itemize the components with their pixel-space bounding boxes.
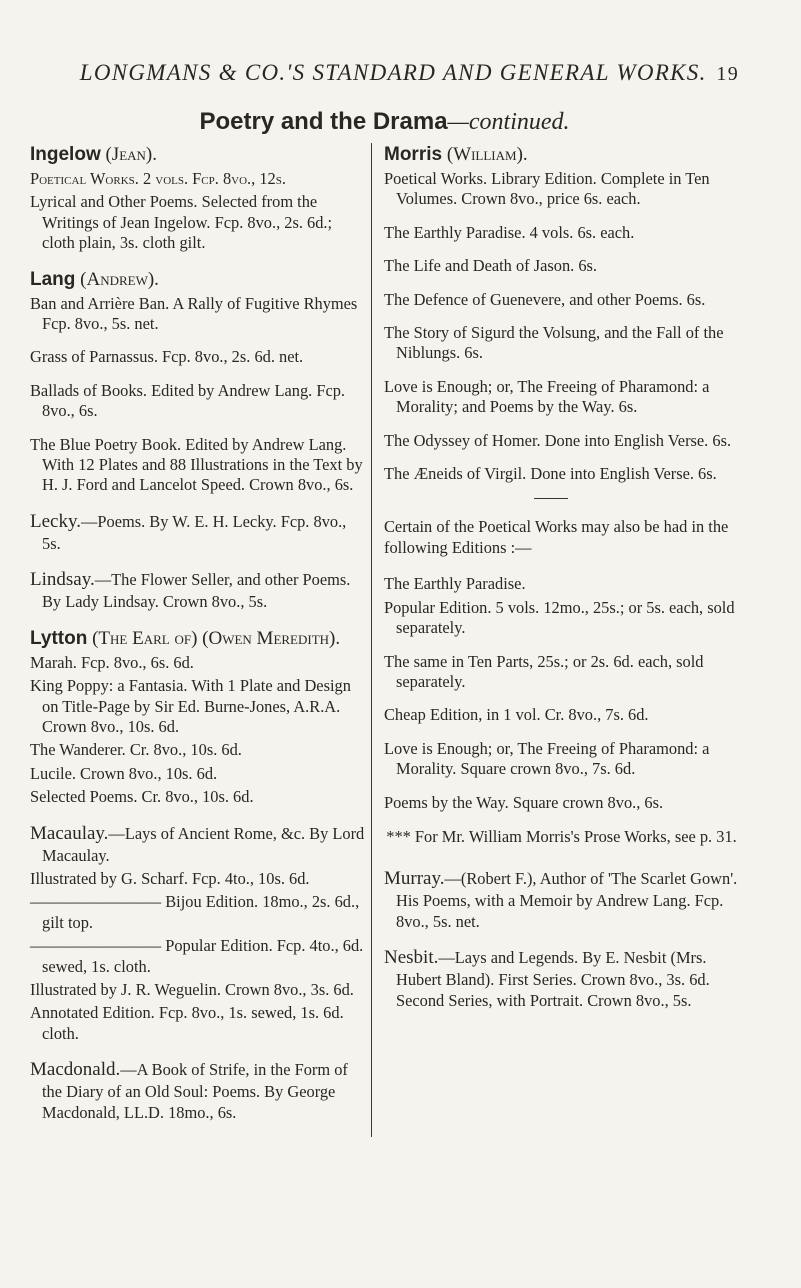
two-column-body xyxy=(30,143,739,1137)
author-entry-lytton xyxy=(30,627,365,808)
editions-note: Certain of the Poetical Works may also be had in the following Editions :— xyxy=(384,517,729,557)
work-item: The Æneids of Virgil. Done into English Verse. 6s. xyxy=(384,464,717,484)
work-item: The Life and Death of Jason. 6s. xyxy=(384,256,598,276)
work-item: Grass of Parnassus. Fcp. 8vo., 2s. 6d. net. xyxy=(30,347,304,367)
section-heading xyxy=(30,108,739,136)
work-item: ———————— Bijou Edition. 18mo., 2s. 6d., gilt top. xyxy=(30,892,360,932)
edition-item: Cheap Edition, in 1 vol. Cr. 8vo., 7s. 6d. xyxy=(384,705,649,725)
work-item: Lecky.—Poems. By W. E. H. Lecky. Fcp. 8vo., 5s. xyxy=(30,510,347,553)
author-heading: Lytton (The Earl of) (Owen Meredith). xyxy=(30,627,341,649)
work-item: The Defence of Guenevere, and other Poems. 6s. xyxy=(384,289,706,309)
running-head-title: LONGMANS & CO.'S STANDARD AND GENERAL WORKS. xyxy=(79,60,707,85)
author-entry-lindsay xyxy=(30,568,365,612)
work-item: Lucile. Crown 8vo., 10s. 6d. xyxy=(30,763,218,783)
author-entry-macaulay xyxy=(30,822,365,1045)
work-item: Ballads of Books. Edited by Andrew Lang. Fcp. 8vo., 6s. xyxy=(30,380,346,421)
work-item: The Earthly Paradise. 4 vols. 6s. each. xyxy=(384,222,635,242)
running-head xyxy=(30,60,739,86)
work-item: Illustrated by G. Scharf. Fcp. 4to., 10s. 6d. xyxy=(30,868,310,888)
author-entry-murray xyxy=(384,867,739,932)
work-item: Selected Poems. Cr. 8vo., 10s. 6d. xyxy=(30,787,254,807)
edition-item: The same in Ten Parts, 25s.; or 2s. 6d. each, sold separately. xyxy=(384,651,704,691)
work-item: Annotated Edition. Fcp. 8vo., 1s. sewed, 1s. 6d. cloth. xyxy=(30,1003,344,1043)
work-item: Nesbit.—Lays and Legends. By E. Nesbit (Mrs. Hubert Bland). First Series. Crown 8vo., 3s. 6d. Second Series, with Portrait. Crown 8vo., 5s. xyxy=(384,947,710,1010)
section-continued: —continued. xyxy=(447,109,570,135)
separator-rule xyxy=(534,498,568,499)
work-item: The Odyssey of Homer. Done into English Verse. 6s. xyxy=(384,430,732,450)
work-item: The Story of Sigurd the Volsung, and the Fall of the Niblungs. 6s. xyxy=(384,323,724,363)
page-number: 19 xyxy=(716,63,739,85)
work-item: Lyrical and Other Poems. Selected from the Writings of Jean Ingelow. Fcp. 8vo., 2s. 6d.; cloth plain, 3s. cloth gilt. xyxy=(30,192,333,253)
author-entry-lecky xyxy=(30,510,365,554)
work-item: Illustrated by J. R. Weguelin. Crown 8vo., 3s. 6d. xyxy=(30,979,354,999)
section-title: Poetry and the Drama xyxy=(199,108,448,135)
work-item: The Blue Poetry Book. Edited by Andrew Lang. With 12 Plates and 88 Illustrations in the Text by H. J. Ford and Lancelot Speed. Crown 8vo., 6s. xyxy=(30,434,363,495)
author-heading: Lang (Andrew). xyxy=(30,268,159,290)
author-entry-ingelow xyxy=(30,143,365,254)
edition-item: The Earthly Paradise. xyxy=(384,574,526,594)
author-heading: Morris (William). xyxy=(384,144,528,165)
work-item: Ban and Arrière Ban. A Rally of Fugitive Rhymes Fcp. 8vo., 5s. net. xyxy=(30,293,358,334)
author-entry-macdonald xyxy=(30,1058,365,1123)
work-item: Lindsay.—The Flower Seller, and other Poems. By Lady Lindsay. Crown 8vo., 5s. xyxy=(30,569,351,612)
work-item: Poetical Works. 2 vols. Fcp. 8vo., 12s. xyxy=(30,169,286,188)
edition-item: Poems by the Way. Square crown 8vo., 6s. xyxy=(384,792,664,812)
work-item: Macaulay.—Lays of Ancient Rome, &c. By Lord Macaulay. xyxy=(30,822,365,865)
work-item: Poetical Works. Library Edition. Complete in Ten Volumes. Crown 8vo., price 6s. each. xyxy=(384,169,710,209)
right-column xyxy=(372,143,739,1137)
work-item: Macdonald.—A Book of Strife, in the Form of the Diary of an Old Soul: Poems. By George Macdonald, LL.D. 18mo., 6s. xyxy=(30,1059,348,1122)
author-entry-lang xyxy=(30,268,365,496)
author-entry-morris xyxy=(384,143,739,484)
work-item: ———————— Popular Edition. Fcp. 4to., 6d. sewed, 1s. cloth. xyxy=(30,936,364,976)
work-item: Murray.—(Robert F.), Author of 'The Scarlet Gown'. His Poems, with a Memoir by Andrew Lang. Fcp. 8vo., 5s. net. xyxy=(384,868,738,931)
edition-item: Love is Enough; or, The Freeing of Pharamond: a Morality. Square crown 8vo., 7s. 6d. xyxy=(384,738,710,779)
work-item: Love is Enough; or, The Freeing of Pharamond: a Morality; and Poems by the Way. 6s. xyxy=(384,376,710,417)
author-heading: Ingelow (Jean). xyxy=(30,144,157,165)
work-item: King Poppy: a Fantasia. With 1 Plate and Design on Title-Page by Sir Ed. Burne-Jones, A.R.A. Crown 8vo., 10s. 6d. xyxy=(30,676,351,736)
left-column xyxy=(30,143,372,1137)
work-item: The Wanderer. Cr. 8vo., 10s. 6d. xyxy=(30,740,242,760)
edition-item: Popular Edition. 5 vols. 12mo., 25s.; or 5s. each, sold separately. xyxy=(384,597,735,638)
author-entry-nesbit xyxy=(384,946,739,1011)
editions-list xyxy=(384,574,739,813)
work-item: Marah. Fcp. 8vo., 6s. 6d. xyxy=(30,652,194,672)
prose-works-note: *** For Mr. William Morris's Prose Works, see p. 31. xyxy=(386,826,737,846)
